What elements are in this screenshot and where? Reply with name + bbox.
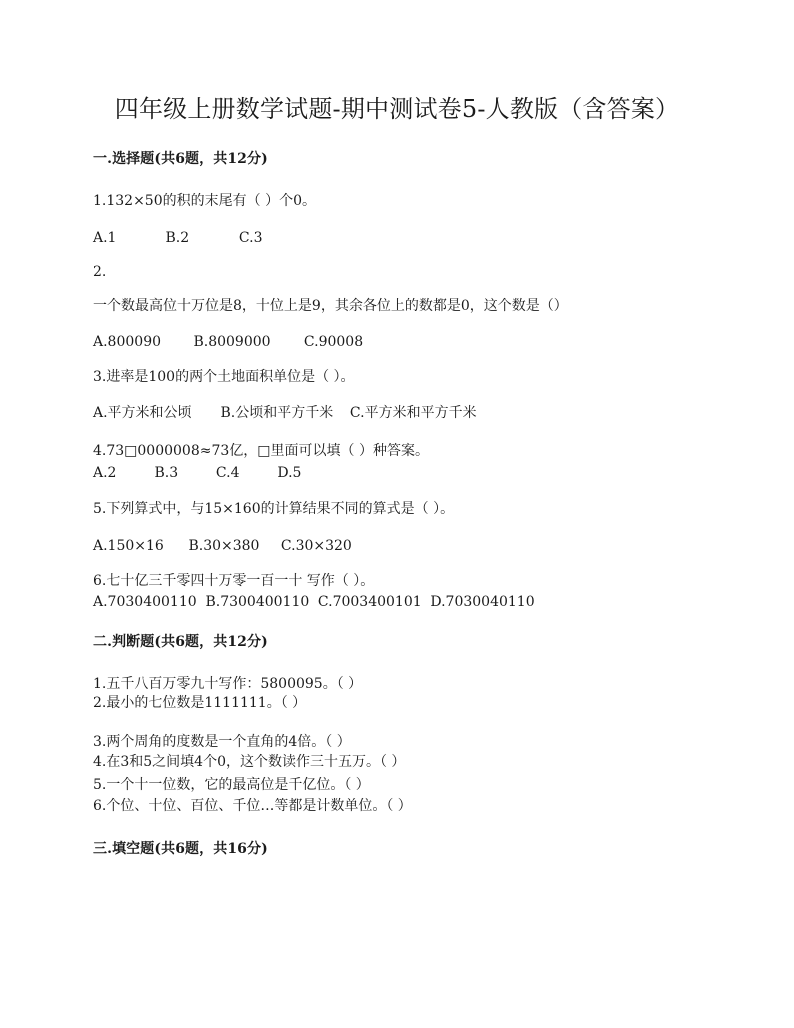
option: D.5 — [277, 465, 302, 481]
option: B.3 — [154, 465, 179, 481]
option: A.2 — [93, 465, 117, 481]
option: C.30×320 — [280, 538, 352, 554]
question-2-stem: 一个数最高位十万位是8，十位上是9，其余各位上的数都是0，这个数是（） — [93, 298, 568, 314]
tf-question-6: 6.个位、十位、百位、千位…等都是计数单位。（ ） — [93, 798, 412, 814]
section-heading-choice: 一.选择题(共6题，共12分) — [93, 151, 268, 167]
question-4-options — [93, 464, 301, 482]
option: C.3 — [238, 230, 263, 246]
option: A.150×16 — [93, 538, 164, 554]
question-6-options — [93, 593, 535, 611]
option: B.2 — [165, 230, 190, 246]
option: C.90008 — [303, 334, 364, 350]
option: B.30×380 — [188, 538, 260, 554]
question-5-stem: 5.下列算式中，与15×160的计算结果不同的算式是（ ）。 — [93, 501, 455, 517]
tf-question-2: 2.最小的七位数是1111111。（ ） — [93, 695, 307, 711]
question-3-options — [93, 404, 477, 422]
question-6-stem: 6.七十亿三千零四十万零一百一十 写作（ ）。 — [93, 573, 375, 589]
option: A.7030400110 — [93, 594, 197, 610]
tf-question-3: 3.两个周角的度数是一个直角的4倍。（ ） — [93, 734, 351, 750]
tf-question-4: 4.在3和5之间填4个0，这个数读作三十五万。（ ） — [93, 754, 406, 770]
option: C.4 — [215, 465, 240, 481]
question-2-options — [93, 333, 363, 351]
tf-question-5: 5.一个十一位数，它的最高位是千亿位。（ ） — [93, 777, 370, 793]
option: C.7003400101 — [317, 594, 422, 610]
question-4-stem: 4.73□0000008≈73亿，□里面可以填（ ）种答案。 — [93, 443, 429, 459]
page-title: 四年级上册数学试题-期中测试卷5-人教版（含答案） — [114, 95, 680, 123]
option: B.8009000 — [193, 334, 271, 350]
question-5-options — [93, 537, 352, 555]
question-1-options — [93, 229, 262, 247]
question-1-stem: 1.132×50的积的末尾有（ ）个0。 — [93, 193, 316, 209]
section-heading-true-false: 二.判断题(共6题，共12分) — [93, 634, 268, 650]
question-2-number: 2. — [93, 264, 107, 280]
option: C.平方米和平方千米 — [349, 405, 477, 421]
option: A.1 — [93, 230, 117, 246]
tf-question-1: 1.五千八百万零九十写作：5800095。（ ） — [93, 676, 363, 692]
question-3-stem: 3.进率是100的两个土地面积单位是（ ）。 — [93, 369, 355, 385]
option: B.7300400110 — [205, 594, 310, 610]
option: B.公顷和平方千米 — [220, 405, 334, 421]
section-heading-fill-in: 三.填空题(共6题，共16分) — [93, 841, 268, 857]
option: D.7030040110 — [430, 594, 535, 610]
option: A.平方米和公顷 — [93, 405, 192, 421]
option: A.800090 — [93, 334, 162, 350]
